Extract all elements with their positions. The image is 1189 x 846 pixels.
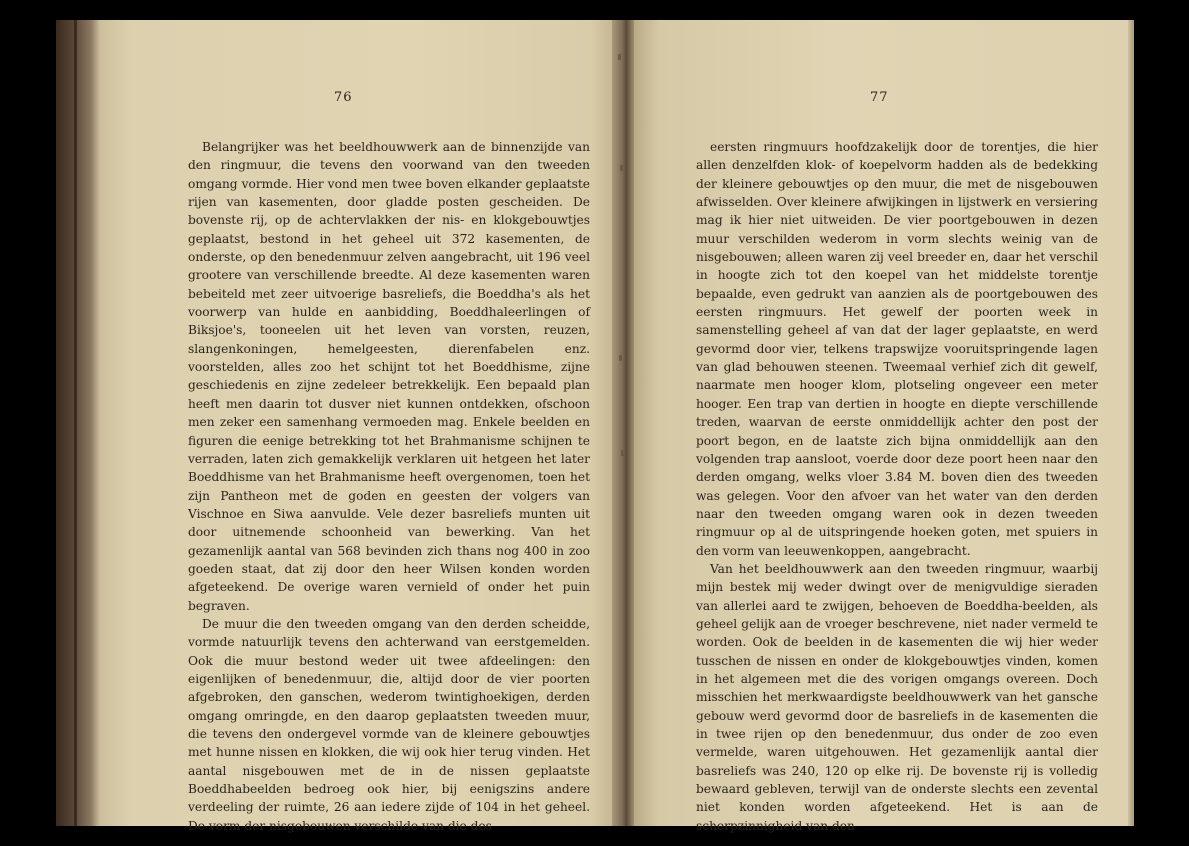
book-spine [56,20,100,826]
right-page [634,20,1134,833]
gutter-mark [621,450,624,456]
right-page-text [696,138,1098,835]
right-paragraph-2: Van het beeldhouwwerk aan den tweeden ringmuur, waarbij mijn bestek mij weder dwingt over de menigvuldige sieraden van allerlei aard te zwijgen, behoeven de Boeddha-beelden, als geheel gelijk aan de vroeger beschrevene, niet nader vermeld te worden. Ook de beelden in de kasementen die wij hier weder tusschen de nissen en onder de klokgebouwtjes vinden, komen in het algemeen met die des vorigen omgangs overeen. Doch misschien het merkwaardigste beeldhouwwerk van het gansche gebouw werd gevormd door de basreliefs in de kasementen die in twee rijen op den benedenmuur, dus onder de zoo even vermelde, waren uitgehouwen. Het gezamenlijk aantal dier basreliefs was 240, 120 op elke rij. De bovenste rij is volledig bewaard gebleven, terwijl van de onderste slechts een zevental niet konden worden afgeteekend. Het is aan de scherpzinnigheid van den [696,561,1098,833]
gutter-mark [618,54,621,60]
left-paragraph-1: Belangrijker was het beeldhouwwerk aan de binnenzijde van den ringmuur, die tevens den voorwand van den tweeden omgang vormde. Hier vond men twee boven elkander geplaatste rijen van kasementen, door gladde posten gescheiden. De bovenste rij, op de achtervlakken der nis- en klokgebouwtjes geplaatst, bestond in het geheel uit 372 kasementen, de onderste, op den benedenmuur zelven aangebracht, uit 196 veel grootere van verschillende breedte. Al deze kasementen waren bebeiteld met zeer uitvoerige basreliefs, die Boeddha's als het voorwerp van hulde en aanbidding, Boeddhaleerlingen of Biksjoe's, tooneelen uit het leven van vorsten, reuzen, slangenkoningen, hemelgeesten, dierenfabelen enz. voorstelden, alles zoo het schijnt tot het Boeddhisme, zijne geschiedenis en zijne zedeleer betrekkelijk. Een bepaald plan heeft men daarin tot dusver niet kunnen ontdekken, ofschoon men zeker een samenhang vermoeden mag. Enkele beelden en figuren die eenige betrekking tot het Brahmanisme schijnen te verraden, laten zich gemakkelijk verklaren uit hetgeen het later Boeddhisme van het Brahmanisme heeft overgenomen, toen het zijn Pantheon met de goden en geesten der volgers van Vischnoe en Siwa aanvulde. Vele dezer basreliefs munten uit door uitnemende schoonheid van bewerking. Van het gezamenlijk aantal van 568 bevinden zich thans nog 400 in zoo goeden staat, dat zij door den heer Wilsen konden worden afgeteekend. De overige waren vernield of onder het puin begraven. [188,140,590,613]
gutter-mark [620,165,623,171]
left-page-number: 76 [334,90,353,105]
page-edge [1128,20,1134,826]
left-paragraph-2: De muur die den tweeden omgang van den derden scheidde, vormde natuurlijk tevens den achterwand van eerstgemelden. Ook die muur bestond weder uit twee afdeelingen: den eigenlijken of benedenmuur, die, altijd door de vier poorten afgebroken, den ganschen, wederom twintighoekigen, derden omgang omringde, en den daarop geplaatsten tweeden muur, die tevens den ondergevel vormde van de kleinere gebouwtjes met hunne nissen en klokken, die wij ook hier terug vinden. Het aantal nisgebouwen met de in de nissen geplaatste Boeddhabeelden bedroeg ook hier, bij eenigszins andere verdeeling der ruimte, 26 aan iedere zijde of 104 in het geheel. De vorm der nisgebouwen verschilde van die des [188,616,590,833]
left-page-text [188,138,590,835]
gutter-mark [619,355,622,361]
right-paragraph-1: eersten ringmuurs hoofdzakelijk door de torentjes, die hier allen denzelfden klok- of koepelvorm hadden als de bedekking der kleinere gebouwtjes op den muur, die met de nisgebouwen afwisselden. Over kleinere afwijkingen in lijstwerk en versiering mag ik hier niet uitweiden. De vier poortgebouwen in dezen muur verschilden wederom in vorm slechts weinig van de nisgebouwen; alleen waren zij veel breeder en, daar het verschil in hoogte zich tot den koepel van het middelste torentje bepaalde, even gedrukt van aanzien als de poortgebouwen des eersten ringmuurs. Het gewelf der poorten week in samenstelling geheel af van dat der lager geplaatste, en werd gevormd door vier, telkens trapswijze vooruitspringende lagen van glad behouwen steenen. Tweemaal verhief zich dit gewelf, naarmate men hooger klom, plotseling ongeveer een meter hooger. Een trap van dertien in hoogte en diepte verschillende treden, waarvan de eerste onmiddellijk achter den post der poort begon, en de laatste zich bijna onmiddellijk aan den volgenden trap aansloot, voerde door deze poort heen naar den derden omgang, welks vloer 3.84 M. boven dien des tweeden was gelegen. Voor den afvoer van het water van den derden naar den tweeden omgang waren ook in dezen tweeden ringmuur op al de uitspringende hoeken goten, met spuiers in den vorm van leeuwenkoppen, aangebracht. [696,140,1098,558]
left-page [100,20,616,833]
right-page-number: 77 [870,90,889,105]
